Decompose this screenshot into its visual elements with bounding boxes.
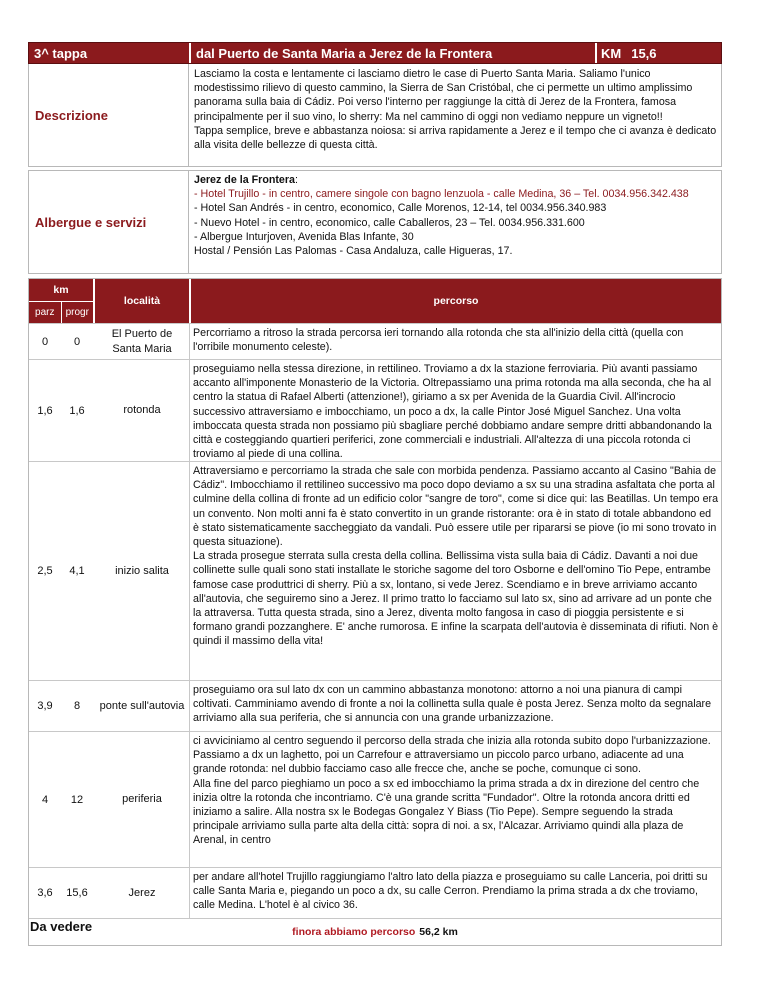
total-label: finora abbiamo percorso — [292, 926, 416, 938]
location: El Puerto de Santa Maria — [111, 328, 173, 355]
route-paragraph: Percorriamo a ritroso la strada percorsa ieri tornando alla rotonda che sta all'inizio della città (quella con l'orribile monumento celeste). — [193, 327, 684, 354]
location-header: località — [95, 279, 189, 323]
distance-label: KM — [601, 45, 622, 61]
stage-number: 3^ tappa — [29, 43, 191, 63]
section-heading-da-vedere: Da vedere — [30, 919, 93, 934]
table-row — [29, 323, 721, 359]
stage-header — [28, 42, 722, 64]
km-header-title: km — [29, 279, 93, 302]
route-paragraph: La strada prosegue sterrata sulla cresta della collina. Bellissima vista sulla baia di Cádiz. Davanti a noi due collinette sulle quali sono stati installate le storiche sagome del toro Osborne e dell'omino Tio Pepe, entrambe famose case produttrici di sherry. Più a sx, lontano, si vede Jerez. Scendiamo e in breve arriviamo accanto all'autovia, che seguiremo sino a Jerez. Il primo tratto lo facciamo sul lato sx, sino ad arrivare ad un ponte che la attraversa. Tutta questa strada, sino a Jerez, diventa molto fangosa in caso di pioggia persistente e si formano grandi pozzanghere. E' anche rumorosa. E infine la scarpata dell'autovia è disseminata di rifiuti. Non è quindi il massimo della vita! — [193, 550, 719, 648]
route-text — [189, 868, 721, 918]
lodging-label: Albergue e servizi — [29, 171, 189, 273]
km-progr: 15,6 — [66, 887, 88, 899]
km-progr: 1,6 — [69, 404, 85, 417]
route-paragraph: proseguiamo nella stessa direzione, in rettilineo. Troviamo a dx la stazione ferroviaria. Più avanti passiamo accanto all'imponente Monasterio de la Victoria. Oltrepassiamo una prima rotonda ma alla seconda, che ha al centro la statua di Rafael Alberti (attenzione!), giriamo a sx per Avenida de la Guardia Civil. All'incrocio successivo attraversiamo e imbocchiamo, un poco a dx, la calle Pintor José Miguel Sanchez. Una volta imboccata questa strada non possiamo più sbagliare perché dobbiamo andare sempre dritti abbandonando la città e costeggiando quartieri periferici, zone commerciali e industriali. All'altezza di una piccola rotonda ci troviamo al piede di una collina. — [193, 363, 712, 461]
route-paragraph: Attraversiamo e percorriamo la strada che sale con morbida pendenza. Passiamo accanto al Casino "Bahia de Cádiz". Imbocchiamo il rettilineo successivo ma poco dopo deviamo a sx su una stradina asfaltata che porta al culmine della collina di fronte ad un edificio color "sangre de toro", come si dice qui: las Beatillas. Un tempo era un convento. Non molti anni fa è stato convertito in un grande ristorante: ora è in stato di totale abbandono ed è stato sistematicamente saccheggiato da vandali. Può essere utile per ripararsi se piove (io mi sono trovato in questa situazione). — [193, 465, 719, 549]
table-row — [29, 867, 721, 918]
route-text — [189, 681, 721, 731]
total-distance — [29, 918, 721, 945]
km-progr: 8 — [73, 700, 81, 712]
lodging-city: Jerez de la Frontera: — [194, 174, 298, 186]
location: Jerez — [128, 886, 156, 899]
km-header — [29, 279, 93, 323]
description-text — [189, 64, 721, 166]
km-progr: 4,1 — [69, 565, 85, 577]
route-text — [189, 462, 721, 680]
km-progr: 12 — [70, 793, 84, 806]
lodging-item: - Albergue Inturjoven, Avenida Blas Infante, 30 — [194, 230, 414, 243]
km-progr: 0 — [73, 335, 81, 348]
lodging-item: - Hotel Trujillo - in centro, camere singole con bagno lenzuola - calle Medina, 36 – Tel. 0034.956.342.438 — [194, 188, 689, 201]
km-parz: 4 — [41, 793, 49, 806]
route-header: percorso — [191, 279, 721, 323]
lodging-item: - Nuevo Hotel - in centro, economico, calle Caballeros, 23 – Tel. 0034.956.331.600 — [194, 216, 585, 229]
total-value: 56,2 km — [419, 926, 458, 938]
km-parz: 3,9 — [37, 700, 53, 712]
lodging-row — [28, 170, 722, 274]
stage-route: dal Puerto de Santa Maria a Jerez de la Frontera — [191, 43, 597, 63]
description-label: Descrizione — [29, 64, 189, 166]
route-text — [189, 360, 721, 461]
km-progr-header: progr — [65, 307, 89, 318]
lodging-item: Hostal / Pensión Las Palomas - Casa Andaluza, calle Higueras, 17. — [194, 245, 513, 258]
route-text — [189, 732, 721, 867]
route-text — [189, 324, 721, 359]
km-parz: 0 — [41, 335, 49, 348]
km-parz: 1,6 — [37, 404, 53, 417]
route-paragraph: ci avviciniamo al centro seguendo il percorso della strada che inizia alla rotonda subito dopo l'urbanizzazione. Passiamo a dx un laghetto, poi un Carrefour e attraversiamo un piccolo parco urbano, adiacente ad una grande rotonda: nel dubbio facciamo caso alle frecce che, anche se poche, comunque ci sono. — [193, 735, 711, 776]
lodging-city-name: Jerez de la Frontera — [194, 174, 295, 186]
description-paragraph: Tappa semplice, breve e abbastanza noiosa: si arriva rapidamente a Jerez e il tempo che ci avanza è dedicato alla visita delle bellezze di questa città. — [194, 124, 717, 152]
table-row — [29, 461, 721, 680]
location: ponte sull'autovia — [99, 699, 185, 712]
stage-document — [28, 42, 722, 946]
lodging-text — [189, 171, 721, 273]
km-parz: 2,5 — [37, 565, 53, 577]
km-parz-header: parz — [29, 302, 62, 323]
location: periferia — [122, 793, 162, 806]
route-table-header — [29, 279, 721, 323]
route-paragraph: proseguiamo ora sul lato dx con un cammino abbastanza monotono: attorno a noi una pianura di campi coltivati. Camminiamo avendo di fronte a noi la collinetta sulla quale è posta Jerez. Senza molto da segnalare arriviamo alla sua periferia, che si annuncia con una grande urbanizzazione. — [193, 684, 712, 725]
location: rotonda — [123, 404, 161, 417]
route-paragraph: per andare all'hotel Trujillo raggiungiamo l'altro lato della piazza e proseguiamo su calle Lanceria, poi dritti su calle Santa Maria e, piegando un poco a dx, su calle Cerron. Prendiamo la prima strada a dx che troviamo, calle Medina. L'hotel è al civico 36. — [193, 871, 708, 912]
table-row — [29, 680, 721, 731]
stage-distance — [597, 43, 721, 63]
km-parz: 3,6 — [37, 887, 53, 899]
table-row — [29, 731, 721, 867]
route-table — [28, 278, 722, 946]
distance-value: 15,6 — [631, 45, 657, 61]
lodging-item: - Hotel San Andrés - in centro, economico, Calle Morenos, 12-14, tel 0034.956.340.983 — [194, 202, 607, 215]
location: inizio salita — [115, 564, 169, 577]
description-row — [28, 64, 722, 167]
table-row — [29, 359, 721, 461]
description-paragraph: Lasciamo la costa e lentamente ci lasciamo dietro le case di Puerto Santa Maria. Saliamo l'unico modestissimo rilievo di questo cammino, la Sierra de San Cristóbal, che ci permette un ultimo amplissimo panorama sulla baia di Cádiz. Poi verso l'interno per raggiunge la città di Jerez de la Frontera, famosa principalmente per il suo vino, lo sherry: Ma nel cammino di oggi non vediamo neppure un vigneto!! — [194, 68, 693, 123]
route-paragraph: Alla fine del parco pieghiamo un poco a sx ed imbocchiamo la prima strada a dx in direzione del centro che inizia oltre la rotonda che incontriamo. C'è una grande scritta "Fundador". Oltre la rotonda ancora dritti ed iniziamo a salire. Alla nostra sx le Bodegas Gongalez Y Biass (Tio Pepe). Sempre seguendo la strada principale arriviamo sulla parte alta della città: sopra di noi. a sx, l'Alcazar. Arriviamo quindi alla plaza de Arenal, in centro — [193, 777, 700, 847]
